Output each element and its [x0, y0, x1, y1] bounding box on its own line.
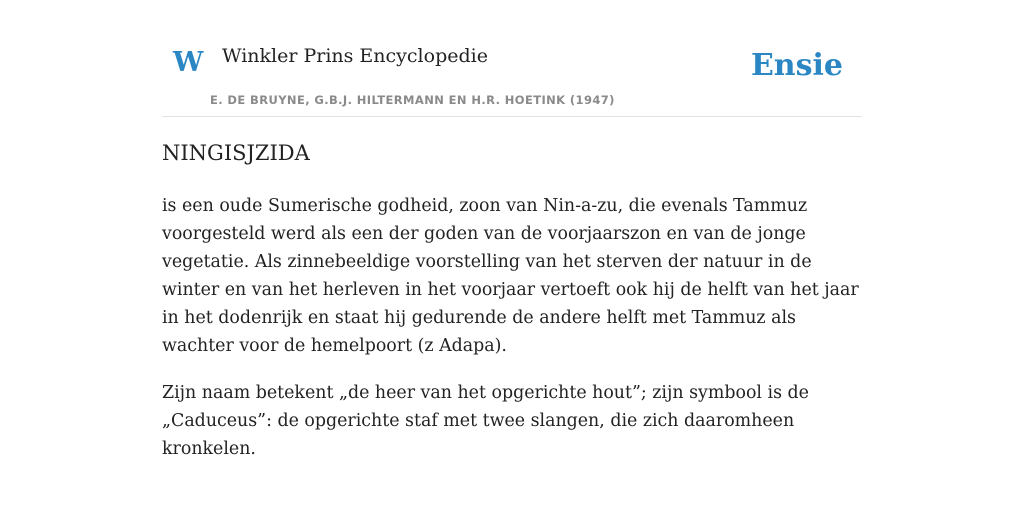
- ensie-brand-logo[interactable]: Ensie: [750, 48, 843, 83]
- entry-paragraph-2: Zijn naam betekent „de heer van het opgerichte hout”; zijn symbool is de „Caduceus”: de opgerichte staf met twee slangen, die zich daaromheen kronkelen.: [162, 383, 809, 459]
- header: [162, 0, 862, 117]
- publication-title[interactable]: Winkler Prins Encyclopedie: [222, 45, 488, 67]
- entry-title: NINGISJZIDA: [162, 141, 310, 165]
- winkler-prins-logo-icon[interactable]: W: [173, 47, 204, 78]
- entry-paragraph-1: is een oude Sumerische godheid, zoon van Nin-a-zu, die evenals Tammuz voorgesteld werd als een der goden van de voorjaarszon en van de jonge vegetatie. Als zinnebeeldige voorstelling van het sterven der natuur in de winter en van het herleven in het voorjaar vertoeft ook hij de helft van het jaar in het dodenrijk en staat hij gedurende de andere helft met Tammuz als wachter voor de hemelpoort (z Adapa).: [162, 196, 859, 356]
- publication-authors: E. DE BRUYNE, G.B.J. HILTERMANN EN H.R. HOETINK (1947): [210, 93, 615, 107]
- entry-body: [162, 192, 862, 482]
